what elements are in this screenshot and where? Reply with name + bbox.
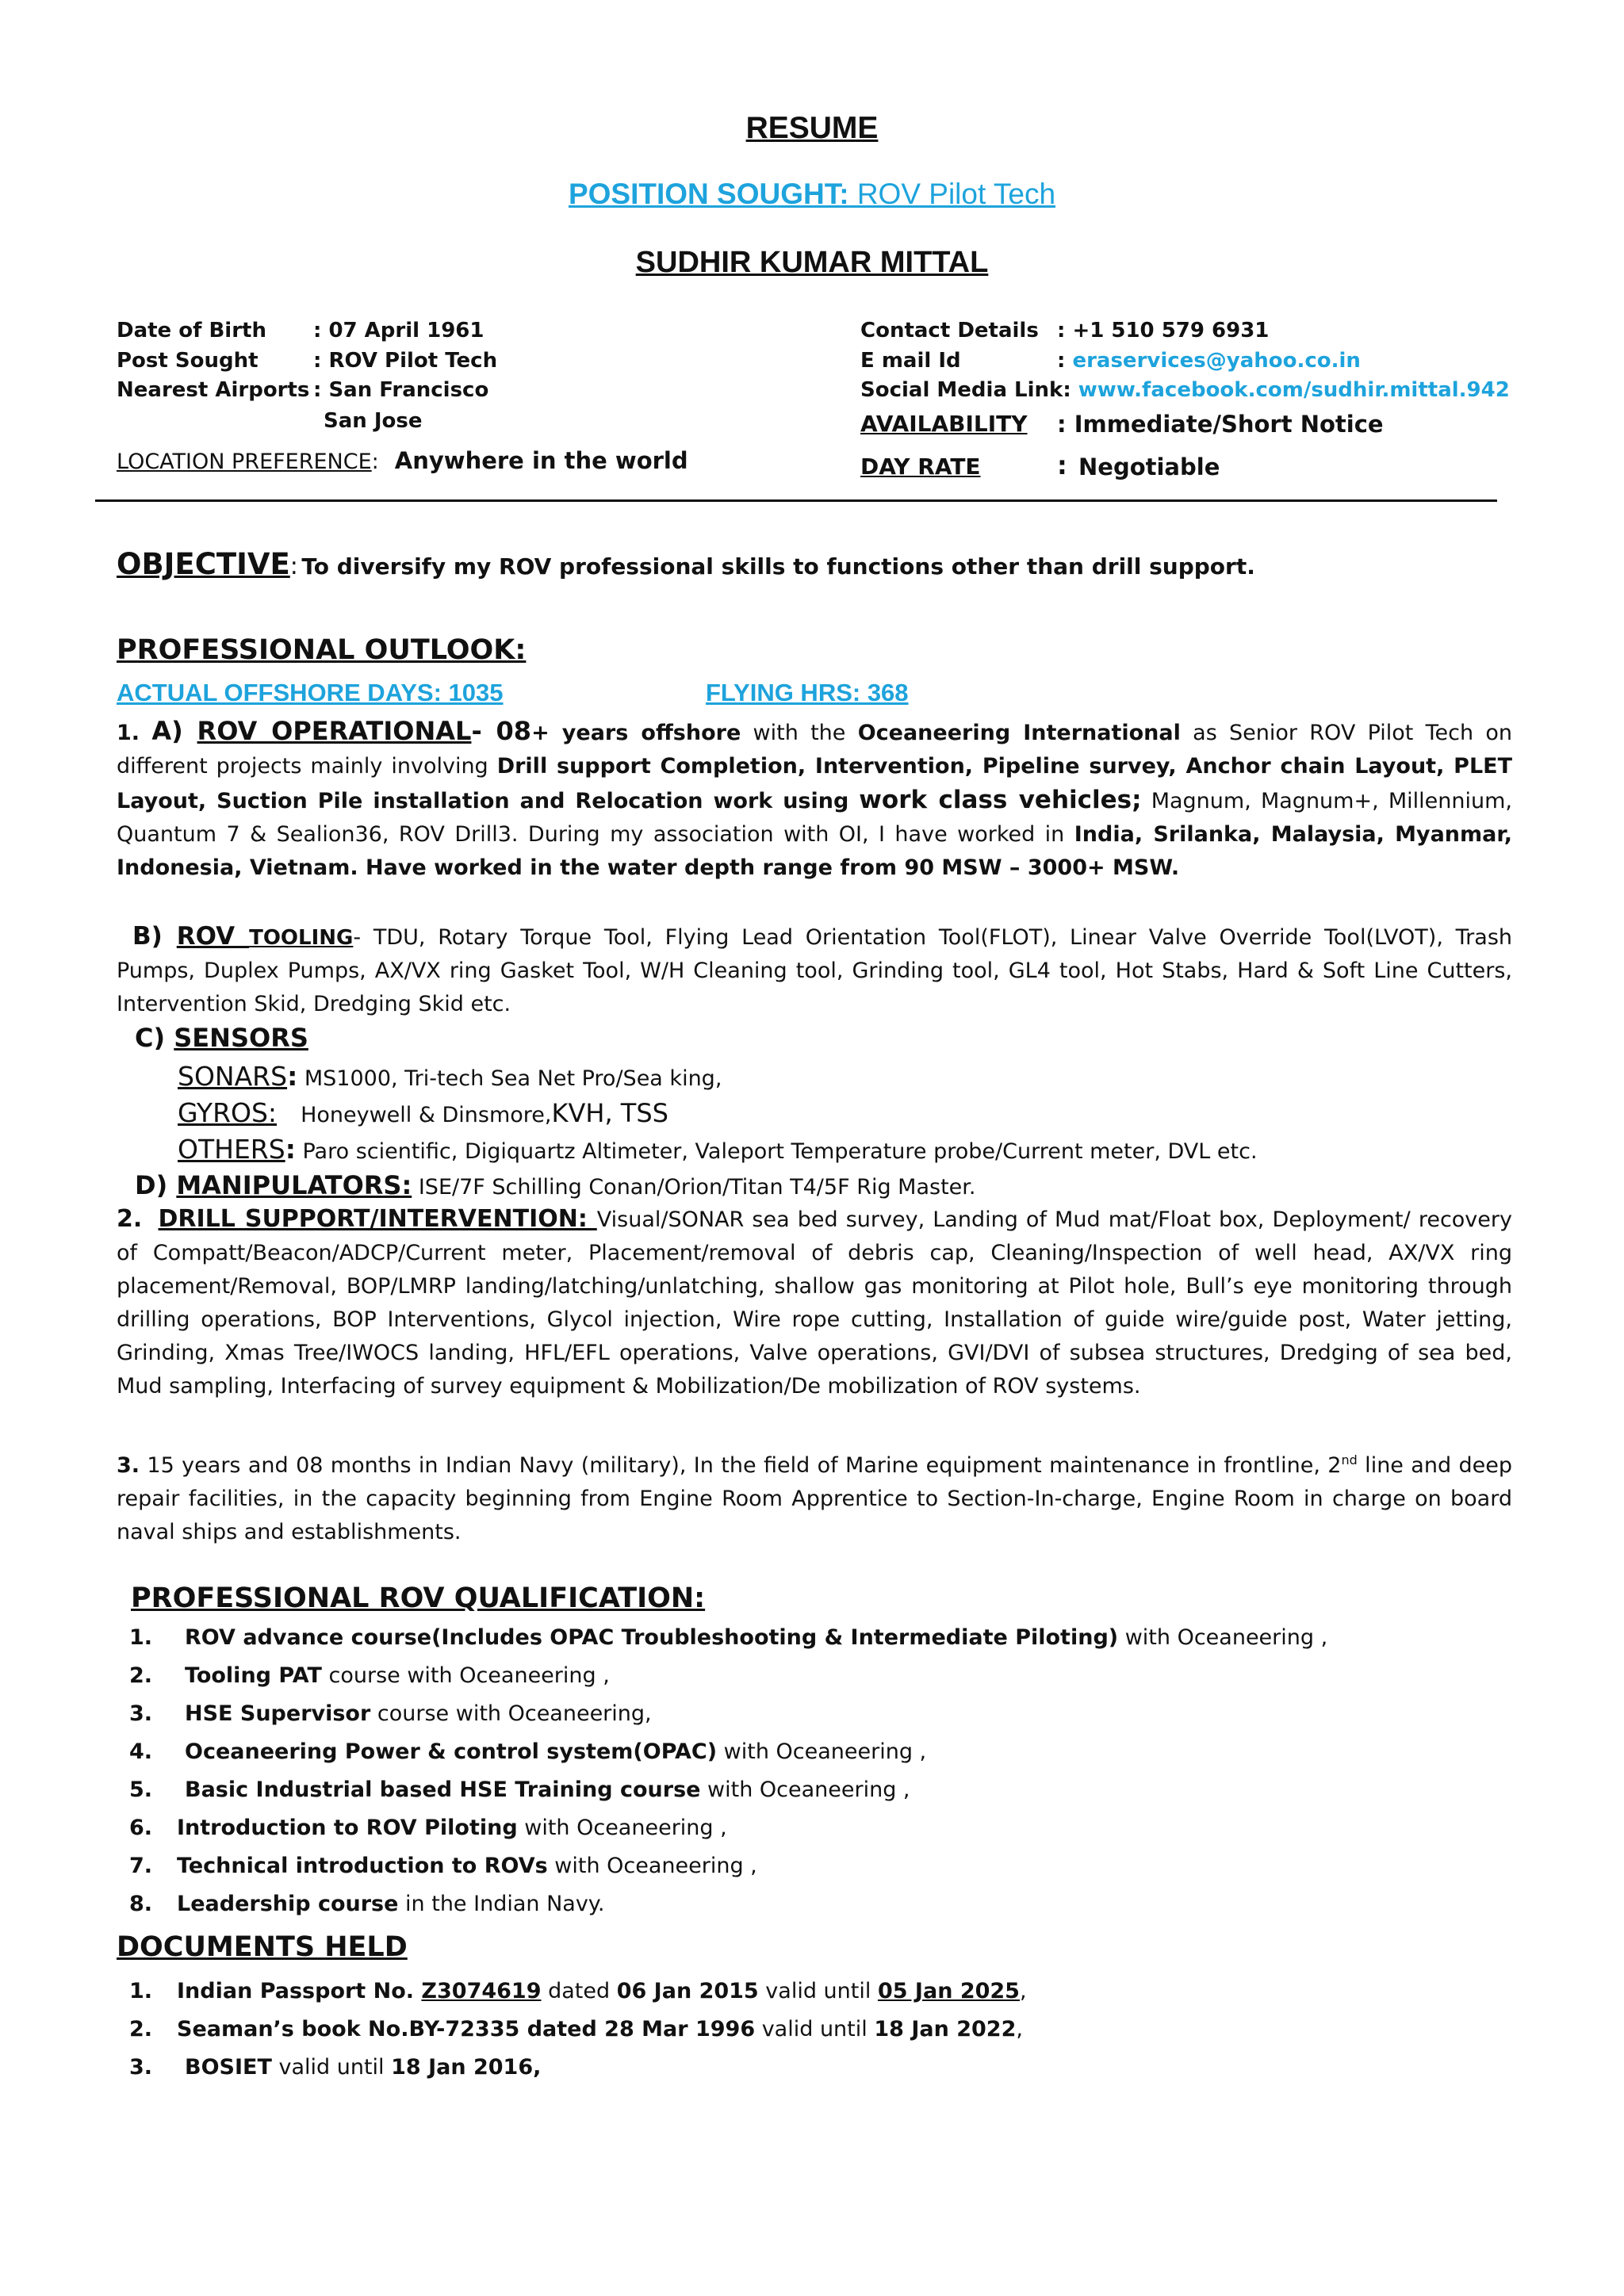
others-label: OTHERS (178, 1134, 285, 1165)
tooling-text: - TDU, Rotary Torque Tool, Flying Lead Orientation Tool(FLOT), Linear Valve Override Tool(LVOT), Trash Pumps, Duplex Pumps, AX/VX ring Gasket Tool, W/H Cleaning tool, Grinding tool, GL4 tool, Hot Stabs, Hard & Soft Line Cutters, Intervention Skid, Dredging Skid etc. (117, 925, 1512, 1016)
seaman-valid: valid until (755, 2017, 875, 2042)
airports-value: : San Francisco (313, 378, 489, 402)
email-sep: : (1057, 349, 1073, 373)
p2-num: 2. (117, 1205, 143, 1233)
passport-label: Indian Passport No. (177, 1979, 422, 2003)
sonars-text: MS1000, Tri-tech Sea Net Pro/Sea king, (297, 1066, 722, 1091)
item-title: HSE Supervisor (185, 1701, 371, 1726)
list-item (129, 1663, 610, 1688)
item-detail: course with Oceaneering , (321, 1663, 610, 1688)
candidate-name: SUDHIR KUMAR MITTAL (635, 246, 989, 279)
passport-valid: valid until (758, 1979, 878, 2003)
objective-text: To diversify my ROV professional skills to functions other than drill support. (301, 553, 1255, 580)
position-sought (0, 178, 1624, 211)
passport-number: Z3074619 (421, 1979, 542, 2003)
gyros-label: GYROS: (178, 1097, 278, 1128)
position-value: ROV Pilot Tech (848, 178, 1056, 210)
p1-t1: with the (741, 721, 858, 745)
post-value: : ROV Pilot Tech (313, 349, 498, 373)
item-num: 5. (129, 1777, 153, 1802)
p2-text: Visual/SONAR sea bed survey, Landing of Mud mat/Float box, Deployment/ recovery of Compatt/Beacon/ADCP/Current meter, Placement/removal of debris cap, Cleaning/Inspection of well head, AX/VX ring placement/Removal, BOP/LMRP landing/latching/unlatching, shallow gas monitoring at Pilot hole, Bull’s eye monitoring through drilling operations, BOP Interventions, Glycol injection, Wire rope cutting, Installation of guide wire/guide post, Water jetting, Grinding, Xmas Tree/IWOCS landing, HFL/EFL operations, Valve operations, GVI/DVI of subsea structures, Dredging of sea bed, Mud sampling, Interfacing of survey equipment & Mobilization/De mobilization of ROV systems. (117, 1207, 1512, 1399)
manip-prefix: D) (135, 1170, 177, 1200)
p1-company: Oceaneering International (857, 721, 1181, 745)
list-item (129, 1892, 605, 1916)
location-sep: : (371, 450, 379, 474)
sonars-line (178, 1061, 722, 1092)
item-num: 3. (129, 1701, 153, 1726)
seaman-book: Seaman’s book No.BY-72335 dated 28 Mar 1996 (177, 2017, 756, 2042)
objective (117, 547, 1255, 581)
passport-dated: dated (541, 1979, 617, 2003)
bosiet-valid-date: 18 Jan 2016, (391, 2055, 542, 2080)
list-item (129, 1777, 910, 1802)
contact-label: Contact Details (860, 319, 1039, 342)
others-line (178, 1134, 1258, 1165)
email-link[interactable]: eraservices@yahoo.co.in (1072, 349, 1361, 373)
seaman-tail: , (1016, 2017, 1023, 2042)
list-item (129, 1701, 652, 1726)
p1-bold3: India, Srilanka, Malaysia, Myanmar, Indonesia, Vietnam. Have worked in the water depth range from 90 MSW – 3000+ MSW. (117, 822, 1512, 880)
passport-tail: , (1019, 1979, 1027, 2003)
item-title: ROV advance course(Includes OPAC Troubleshooting & Intermediate Piloting) (185, 1625, 1119, 1650)
dob-value: : 07 April 1961 (313, 319, 485, 342)
p1-dash: - (471, 716, 482, 746)
availability-label: AVAILABILITY (860, 411, 1028, 437)
seaman-valid-date: 18 Jan 2022 (874, 2017, 1017, 2042)
item-title: Leadership course (177, 1892, 399, 1916)
outlook-paragraph-1 (117, 714, 1512, 885)
others-text: Paro scientific, Digiquartz Altimeter, Valeport Temperature probe/Current meter, DVL etc. (295, 1139, 1258, 1164)
list-item (129, 1625, 1327, 1650)
item-title: Tooling PAT (185, 1663, 322, 1688)
tooling-prefix: B) (132, 922, 177, 951)
outlook-heading: PROFESSIONAL OUTLOOK: (117, 634, 527, 666)
p1-t3: Magnum, Magnum+, Millennium, Quantum 7 & Sealion36, ROV Drill3. During my association with OI, I have worked in (117, 789, 1512, 847)
day-rate-sep: : (1057, 450, 1067, 480)
item-title: Basic Industrial based HSE Training course (185, 1777, 701, 1802)
item-title: Oceaneering Power & control system(OPAC) (185, 1739, 718, 1764)
item-detail: in the Indian Navy. (398, 1892, 605, 1916)
documents-heading: DOCUMENTS HELD (117, 1931, 408, 1963)
header-divider (95, 499, 1497, 502)
list-item (129, 1739, 926, 1764)
tooling-paragraph (117, 920, 1512, 1021)
social-link[interactable]: www.facebook.com/sudhir.mittal.942 (1078, 378, 1510, 402)
tooling-label-2: TOOLING (249, 926, 354, 950)
social-line (860, 378, 1510, 402)
passport-valid-date: 05 Jan 2025 (877, 1979, 1020, 2003)
item-num: 2. (129, 1663, 153, 1688)
item-detail: with Oceaneering , (547, 1854, 757, 1878)
day-rate-value: Negotiable (1078, 453, 1220, 480)
p3-num: 3. (117, 1453, 140, 1478)
p1-years: 08 (481, 716, 532, 746)
outlook-paragraph-3 (117, 1444, 1512, 1549)
item-detail: with Oceaneering , (517, 1816, 727, 1840)
manip-text: ISE/7F Schilling Conan/Orion/Titan T4/5F Rig Master. (418, 1175, 976, 1200)
airports-value-2: San Jose (324, 409, 423, 433)
item-num: 4. (129, 1739, 153, 1764)
item-num: 2. (129, 2017, 153, 2042)
objective-label: OBJECTIVE (117, 547, 290, 581)
sensors-label: SENSORS (174, 1023, 308, 1053)
post-label: Post Sought (117, 349, 259, 373)
item-detail: with Oceaneering , (700, 1777, 910, 1802)
item-title: Introduction to ROV Piloting (177, 1816, 518, 1840)
manip-label: MANIPULATORS: (176, 1170, 412, 1200)
p3-t2: line and deep repair facilities, in the capacity beginning from Engine Room Apprentice to Section-In-charge, Engine Room in charge on board naval ships and establishments. (117, 1453, 1512, 1544)
list-item (129, 2055, 541, 2080)
social-label: Social Media Link: (860, 378, 1078, 402)
contact-value: : +1 510 579 6931 (1057, 319, 1270, 342)
position-label: POSITION SOUGHT: (568, 178, 849, 210)
flying-hours: FLYING HRS: 368 (706, 679, 909, 706)
item-detail: course with Oceaneering, (370, 1701, 652, 1726)
sensors-heading (135, 1023, 308, 1053)
item-num: 1. (129, 1979, 153, 2003)
p1-label-prefix: A) ROV OPERATIONAL (151, 716, 472, 746)
airports-label: Nearest Airports (117, 378, 310, 402)
objective-sep: : (289, 553, 298, 580)
list-item (129, 2017, 1023, 2042)
list-item (129, 1854, 757, 1878)
resume-title: RESUME (745, 111, 879, 145)
p1-num: 1. (117, 721, 140, 745)
item-num: 7. (129, 1854, 153, 1878)
p1-label: ROV OPERATIONAL (197, 716, 472, 746)
manipulators-line (135, 1170, 976, 1200)
p2-label: DRILL SUPPORT/INTERVENTION: (158, 1205, 597, 1233)
list-item (129, 1979, 1027, 2003)
p3-sup: nd (1341, 1452, 1358, 1468)
sensors-prefix: C) (135, 1023, 174, 1053)
list-item (129, 1816, 727, 1840)
p1-t2: as Senior ROV Pilot Tech on different projects mainly involving (117, 721, 1513, 779)
p3-t1: 15 years and 08 months in Indian Navy (military), In the field of Marine equipment maintenance in frontline, 2 (140, 1453, 1342, 1478)
location-preference (117, 447, 688, 474)
email-label: E mail Id (860, 349, 961, 373)
gyros-line (178, 1097, 668, 1128)
qualification-heading: PROFESSIONAL ROV QUALIFICATION: (131, 1582, 706, 1614)
sonars-sep: : (287, 1061, 298, 1092)
bosiet-valid: valid until (271, 2055, 392, 2080)
item-detail: with Oceaneering , (717, 1739, 927, 1764)
bosiet-label: BOSIET (185, 2055, 272, 2080)
p1-bold2: work class vehicles; (859, 786, 1142, 814)
p1-lead: + years offshore (531, 721, 741, 745)
others-sep: : (285, 1134, 296, 1165)
item-num: 8. (129, 1892, 153, 1916)
tooling-label-1: ROV (176, 922, 250, 951)
email-line (1057, 349, 1361, 373)
item-num: 6. (129, 1816, 153, 1840)
location-label: LOCATION PREFERENCE (117, 450, 372, 474)
location-value: Anywhere in the world (394, 447, 688, 474)
gyros-text: Honeywell & Dinsmore, (301, 1103, 552, 1127)
item-detail: with Oceaneering , (1118, 1625, 1328, 1650)
item-num: 1. (129, 1625, 153, 1650)
day-rate-label: DAY RATE (860, 453, 981, 480)
item-title: Technical introduction to ROVs (177, 1854, 548, 1878)
item-num: 3. (129, 2055, 153, 2080)
gyros-tail: KVH, TSS (551, 1098, 668, 1128)
passport-date: 06 Jan 2015 (616, 1979, 759, 2003)
p1-bold1: Drill support Completion, Intervention, Pipeline survey, Anchor chain Layout, PLET Layout, Suction Pile installation and Relocation work using (117, 754, 1513, 813)
availability-value: : Immediate/Short Notice (1057, 411, 1384, 438)
outlook-paragraph-2 (117, 1203, 1512, 1403)
sonars-label: SONARS (178, 1061, 288, 1092)
offshore-days: ACTUAL OFFSHORE DAYS: 1035 (117, 679, 504, 706)
dob-label: Date of Birth (117, 319, 266, 342)
